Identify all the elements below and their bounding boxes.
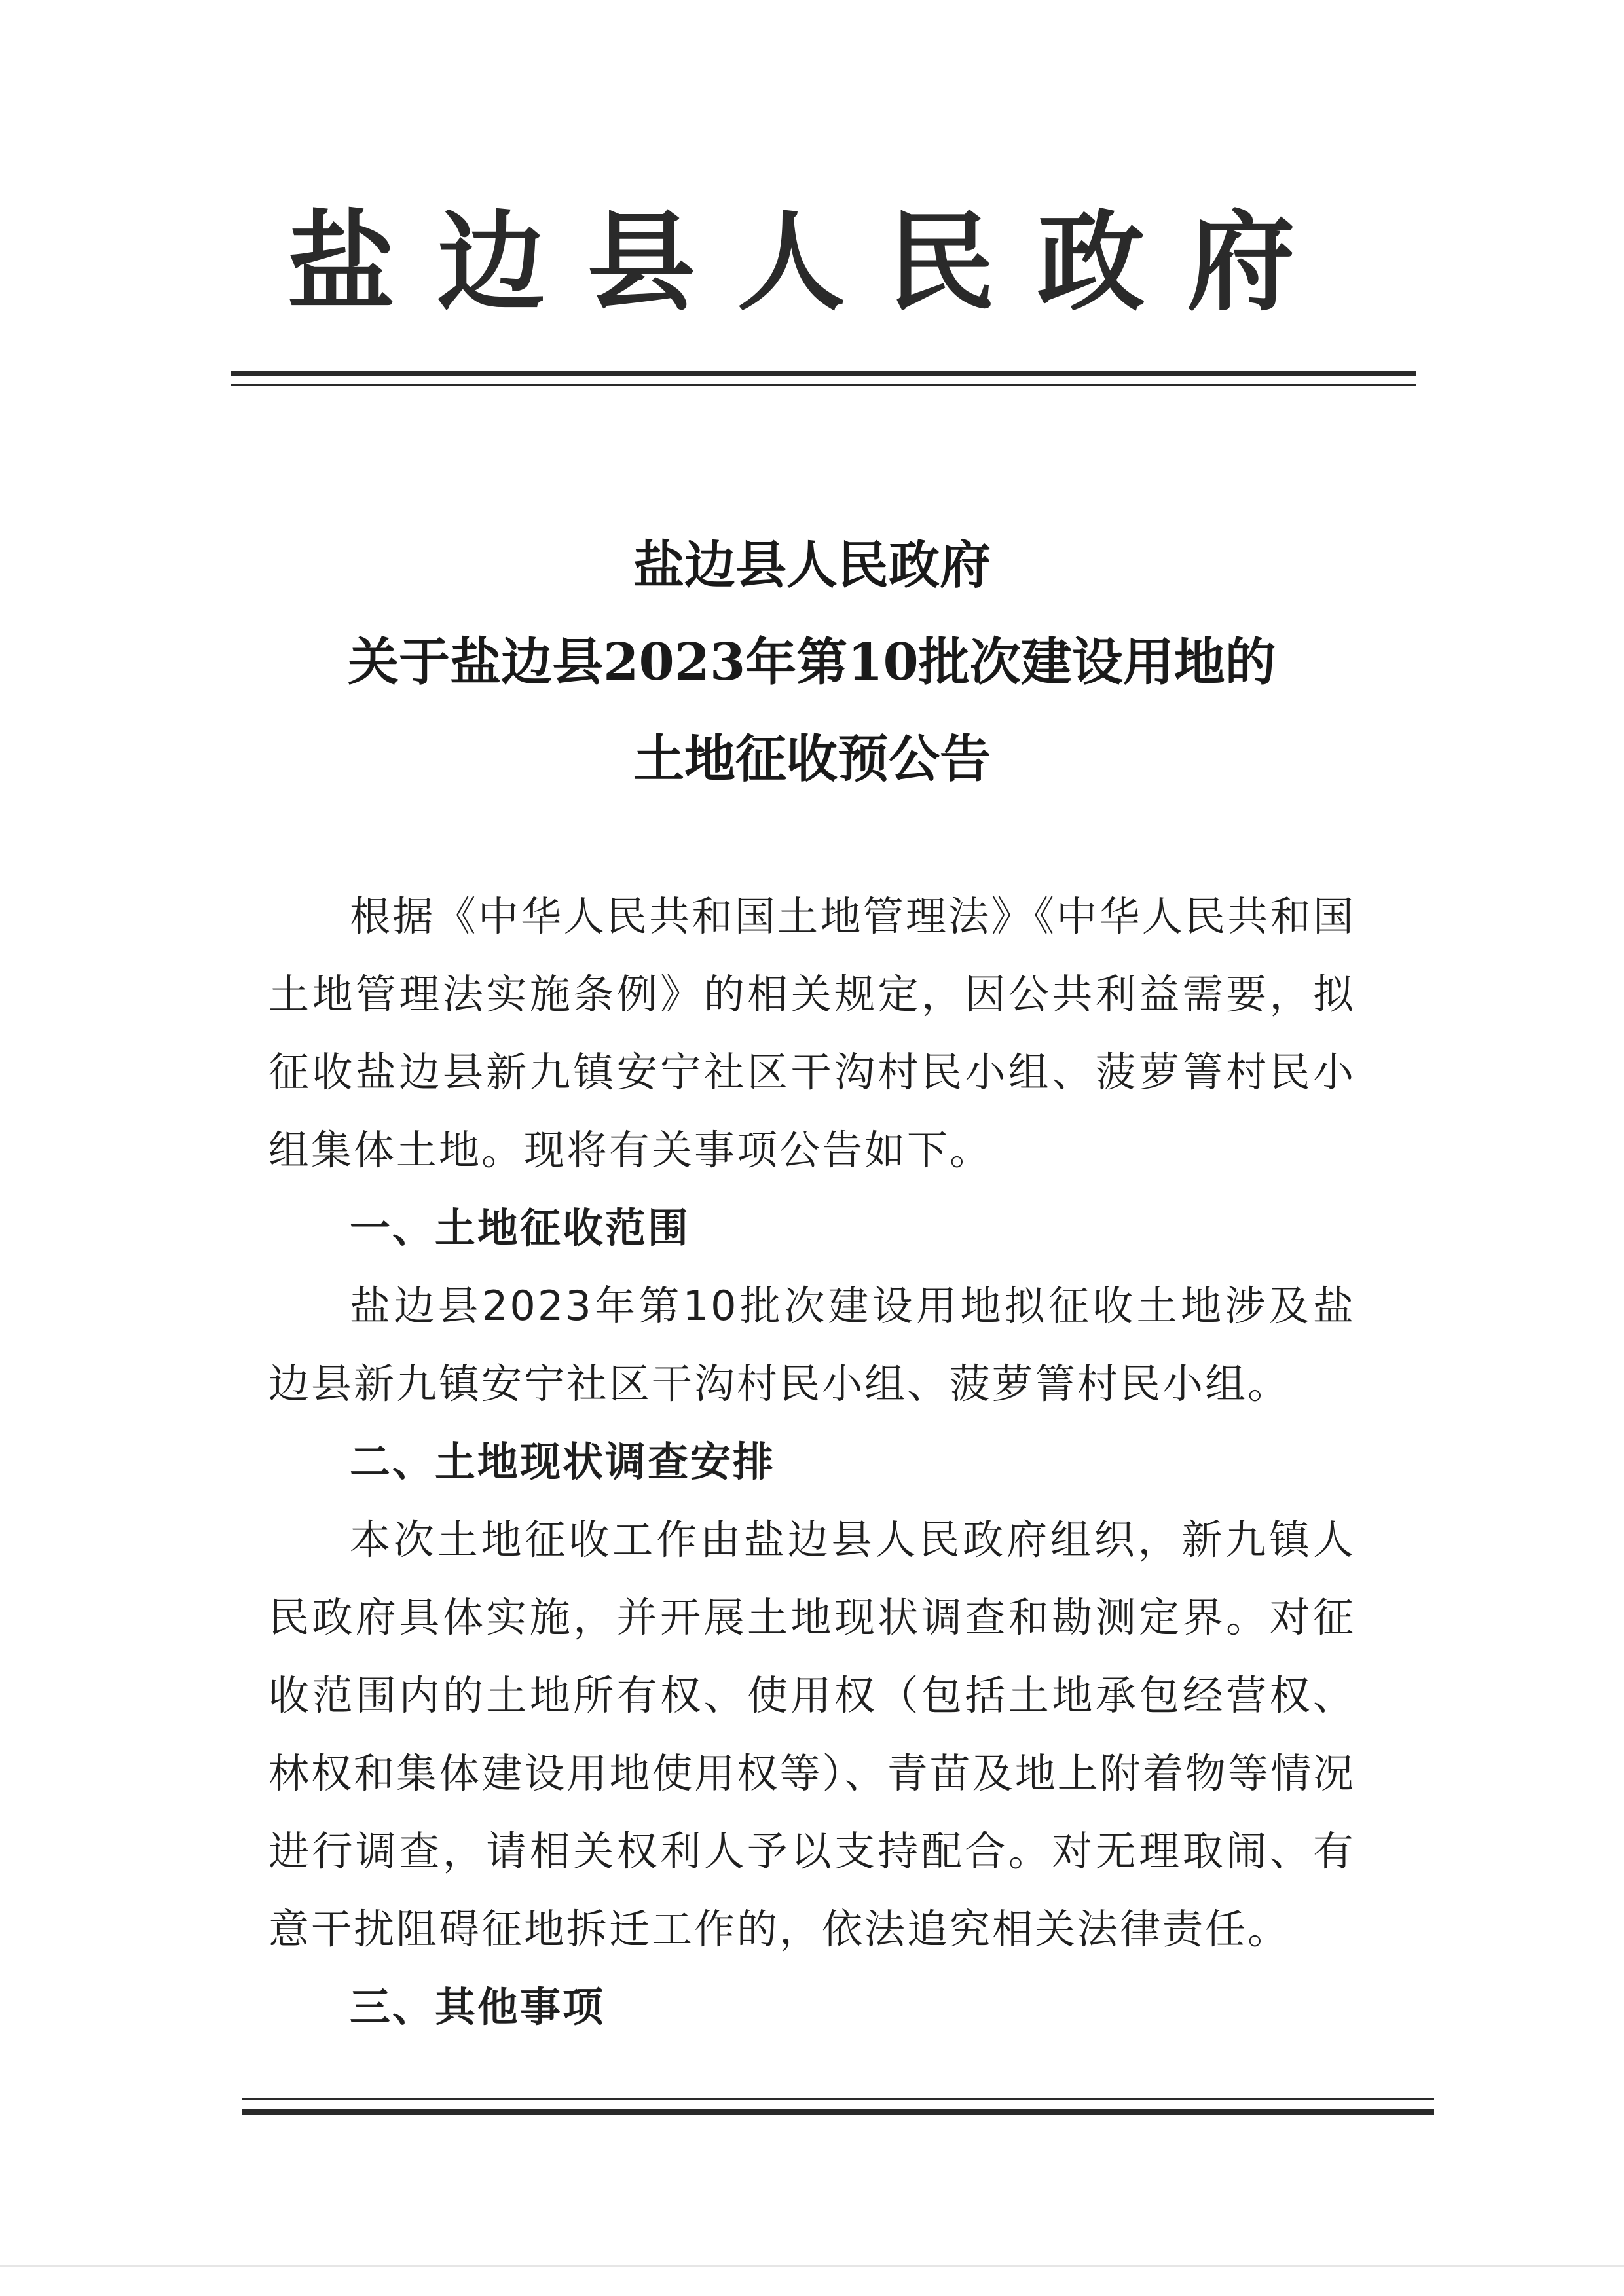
document-title-line-2: 关于盐边县2023年第10批次建设用地的: [348, 632, 1276, 692]
section-heading-survey: 二、土地现状调查安排: [350, 1438, 776, 1485]
footer-divider-thick: [242, 2109, 1434, 2115]
document-body: [268, 877, 1356, 2046]
letterhead-divider-thin: [231, 384, 1416, 386]
letterhead-title: 盐边县人民政府: [287, 198, 1337, 325]
section-text-survey: 本次土地征收工作由盐边县人民政府组织，新九镇人民政府具体实施，并开展土地现状调查和勘测定界。对征收范围内的土地所有权、使用权（包括土地承包经营权、林权和集体建设用地使用权等）、青苗及地上附着物等情况进行调查，请相关权利人予以支持配合。对无理取闹、有意干扰阻碍征地拆迁工作的，依法追究相关法律责任。: [268, 1516, 1356, 1953]
section-heading-other: 三、其他事项: [350, 1983, 606, 2031]
section-text-scope: 盐边县2023年第10批次建设用地拟征收土地涉及盐边县新九镇安宁社区干沟村民小组、菠萝箐村民小组。: [268, 1282, 1356, 1408]
document-title-line-1: 盐边县人民政府: [633, 536, 991, 595]
letterhead-divider-thick: [231, 371, 1416, 376]
document-title: [196, 517, 1428, 808]
intro-paragraph: 根据《中华人民共和国土地管理法》《中华人民共和国土地管理法实施条例》的相关规定，因公共利益需要，拟征收盐边县新九镇安宁社区干沟村民小组、菠萝箐村民小组集体土地。现将有关事项公告如下。: [268, 892, 1356, 1174]
section-heading-scope: 一、土地征收范围: [350, 1204, 691, 1252]
page-bottom-edge: [0, 2265, 1624, 2267]
footer-divider-thin: [242, 2098, 1434, 2100]
document-title-line-3: 土地征收预公告: [633, 729, 991, 789]
